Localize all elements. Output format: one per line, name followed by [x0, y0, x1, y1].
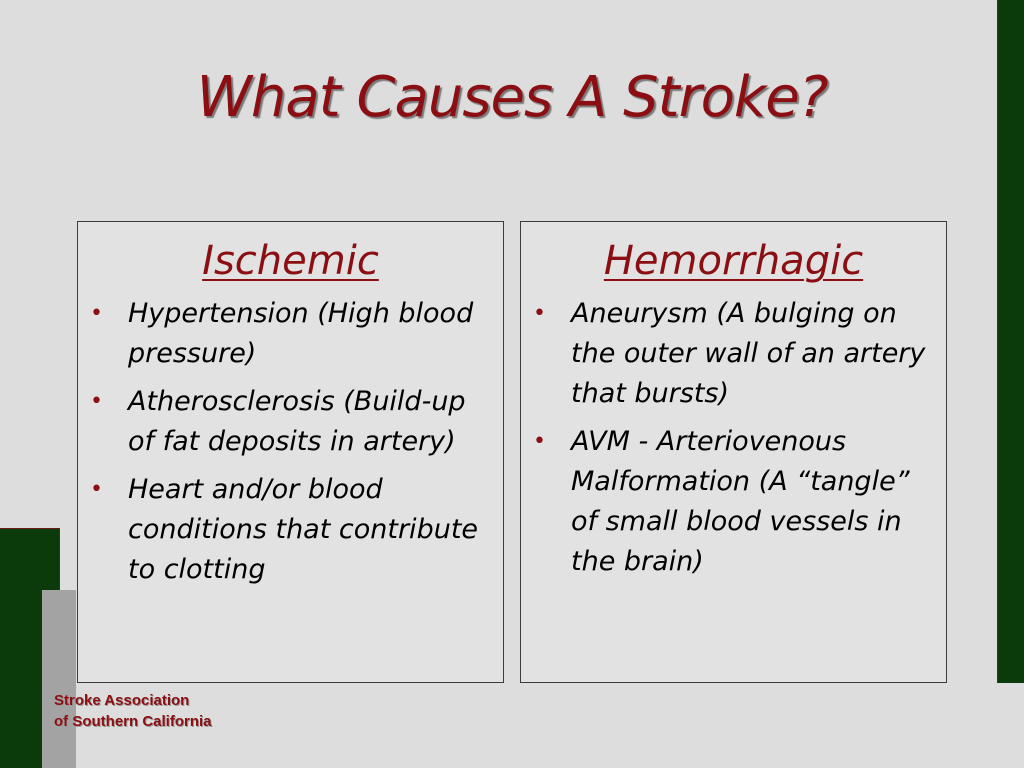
- decorative-bar-left-gray: [42, 590, 76, 768]
- list-item: [78, 382, 503, 462]
- bullet-icon: •: [90, 477, 103, 502]
- hemorrhagic-panel: [520, 221, 947, 683]
- bullet-icon: •: [90, 389, 103, 414]
- footer-organization: [54, 690, 212, 732]
- ischemic-list: [78, 294, 503, 590]
- hemorrhagic-heading: Hemorrhagic: [603, 238, 864, 284]
- hemorrhagic-list: [521, 294, 946, 582]
- footer-line-1: Stroke Association: [54, 692, 190, 709]
- list-item: [521, 294, 946, 414]
- ischemic-panel: [77, 221, 504, 683]
- list-item: [78, 470, 503, 590]
- list-item-text: Atherosclerosis (Build-up of fat deposits in artery): [128, 386, 466, 457]
- list-item-text: Heart and/or blood conditions that contribute to clotting: [128, 474, 479, 585]
- bullet-icon: •: [533, 429, 546, 454]
- bullet-icon: •: [90, 301, 103, 326]
- bullet-icon: •: [533, 301, 546, 326]
- list-item-text: Hypertension (High blood pressure): [128, 298, 474, 369]
- list-item: [521, 422, 946, 582]
- list-item-text: Aneurysm (A bulging on the outer wall of an artery that bursts): [571, 298, 926, 409]
- ischemic-heading: Ischemic: [202, 238, 379, 284]
- list-item-text: AVM - Arteriovenous Malformation (A “tangle” of small blood vessels in the brain): [571, 426, 910, 577]
- list-item: [78, 294, 503, 374]
- slide-title: What Causes A Stroke?: [196, 65, 828, 130]
- footer-line-2: of Southern California: [54, 713, 212, 730]
